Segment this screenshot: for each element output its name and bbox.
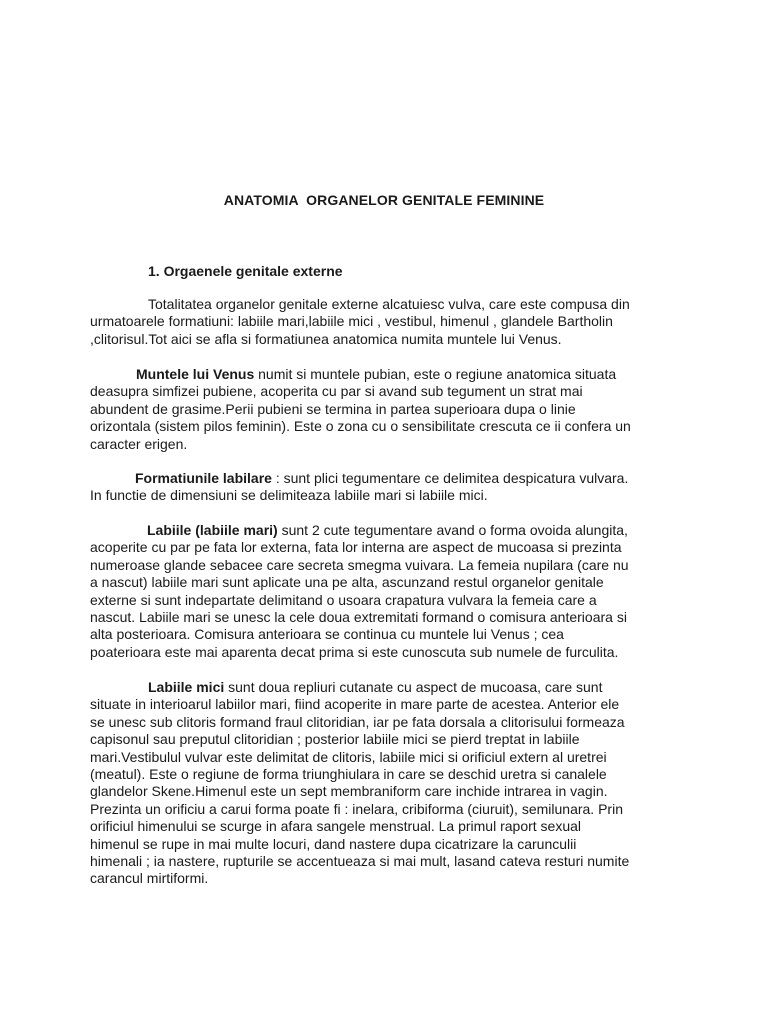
text-line: poaterioara este mai aparenta decat prima si este cunoscuta sub numele de furculita. <box>90 643 619 660</box>
paragraph-muntele-lui-venus <box>90 366 690 453</box>
text-line <box>90 522 690 539</box>
text-line: externe si sunt indepartate delimitand o usoara crapatura vulvara la femeia care a <box>90 591 597 608</box>
text-line: carancul mirtiformi. <box>90 870 209 887</box>
text-line <box>90 366 690 383</box>
text-fragment: numit si muntele pubian, este o regiune anatomica situata <box>254 366 617 382</box>
text-line: abundent de grasime.Perii pubieni se termina in partea superioara dupa o linie <box>90 400 576 417</box>
document-title: ANATOMIA ORGANELOR GENITALE FEMININE <box>223 192 545 208</box>
text-fragment: sunt doua repliuri cutanate cu aspect de mucoasa, care sunt <box>224 679 603 695</box>
text-line: a nascut) labiile mari sunt aplicate una pe alta, ascunzand restul organelor genitale <box>90 574 604 591</box>
term-formatiunile-labilare: Formatiunile labilare <box>135 470 272 486</box>
text-line: deasupra simfizei pubiene, acoperita cu par si avand sub tegument un strat mai <box>90 383 583 400</box>
paragraph-formatiunile-labilare <box>90 470 690 505</box>
text-line: himenul se rupe in mai multe locuri, dand nastere dupa cicatrizare la carunculii <box>90 835 577 852</box>
text-line <box>90 470 690 487</box>
paragraph-intro <box>90 296 690 348</box>
section-heading: 1. Orgaenele genitale externe <box>148 263 343 279</box>
text-line: (meatul). Este o regiune de forma triunghiulara in care se deschid uretra si canalele <box>90 766 607 783</box>
text-line: caracter erigen. <box>90 435 188 452</box>
text-fragment: sunt 2 cute tegumentare avand o forma ovoida alungita, <box>277 522 628 538</box>
text-line: numeroase glande sebacee care secreta smegma vuivara. La femeia nupilara (care nu <box>90 556 629 573</box>
text-line: himenali ; ia nastere, rupturile se accentueaza si mai mult, lasand cateva resturi numite <box>90 853 630 870</box>
text-line: se unesc sub clitoris formand fraul clitoridian, iar pe fata dorsala a clitorisului formeaza <box>90 713 625 730</box>
text-line: alta posterioara. Comisura anterioara se continua cu muntele lui Venus ; cea <box>90 626 564 643</box>
term-muntele-lui-venus: Muntele lui Venus <box>136 366 255 382</box>
text-fragment: : sunt plici tegumentare ce delimitea despicatura vulvara. <box>271 470 629 486</box>
text-line: urmatoarele formatiuni: labiile mari,labiile mici , vestibul, himenul , glandele Bartholin <box>90 313 613 330</box>
text-line: orificiul himenului se scurge in afara sangele menstrual. La primul raport sexual <box>90 818 582 835</box>
text-line <box>90 679 690 696</box>
text-line: Prezinta un orificiu a carui forma poate fi : inelara, cribiforma (ciuruit), semilunara. Prin <box>90 800 623 817</box>
text-line: glandelor Skene.Himenul este un sept membraniform care inchide intrarea in vagin. <box>90 783 608 800</box>
text-line: acoperite cu par pe fata lor externa, fata lor interna are aspect de mucoasa si prezinta <box>90 539 622 556</box>
text-line: Totalitatea organelor genitale externe alcatuiesc vulva, care este compusa din <box>148 296 630 312</box>
text-line: nascut. Labiile mari se unesc la cele doua extremitati formand o comisura anterioara si <box>90 609 627 626</box>
text-line: orizontala (sistem pilos feminin). Este o zona cu o sensibilitate crescuta ce ii confera un <box>90 418 631 435</box>
term-labiile-mari: Labiile (labiile mari) <box>147 522 278 538</box>
paragraph-labiile-mici <box>90 679 690 888</box>
text-line: ,clitorisul.Tot aici se afla si formatiunea anatomica numita muntele lui Venus. <box>90 330 562 347</box>
term-labiile-mici: Labiile mici <box>148 679 225 695</box>
text-line: In functie de dimensiuni se delimiteaza labiile mari si labiile mici. <box>90 487 488 504</box>
paragraph-labiile-mari <box>90 522 690 661</box>
text-line: situate in interioarul labiilor mari, fiind acoperite in mare parte de acestea. Anterior ele <box>90 696 620 713</box>
text-line: mari.Vestibulul vulvar este delimitat de clitoris, labiile mici si orificiul extern al uretrei <box>90 748 607 765</box>
text-line: capisonul sau preputul clitoridian ; posterior labiile mici se pierd treptat in labiile <box>90 731 580 748</box>
